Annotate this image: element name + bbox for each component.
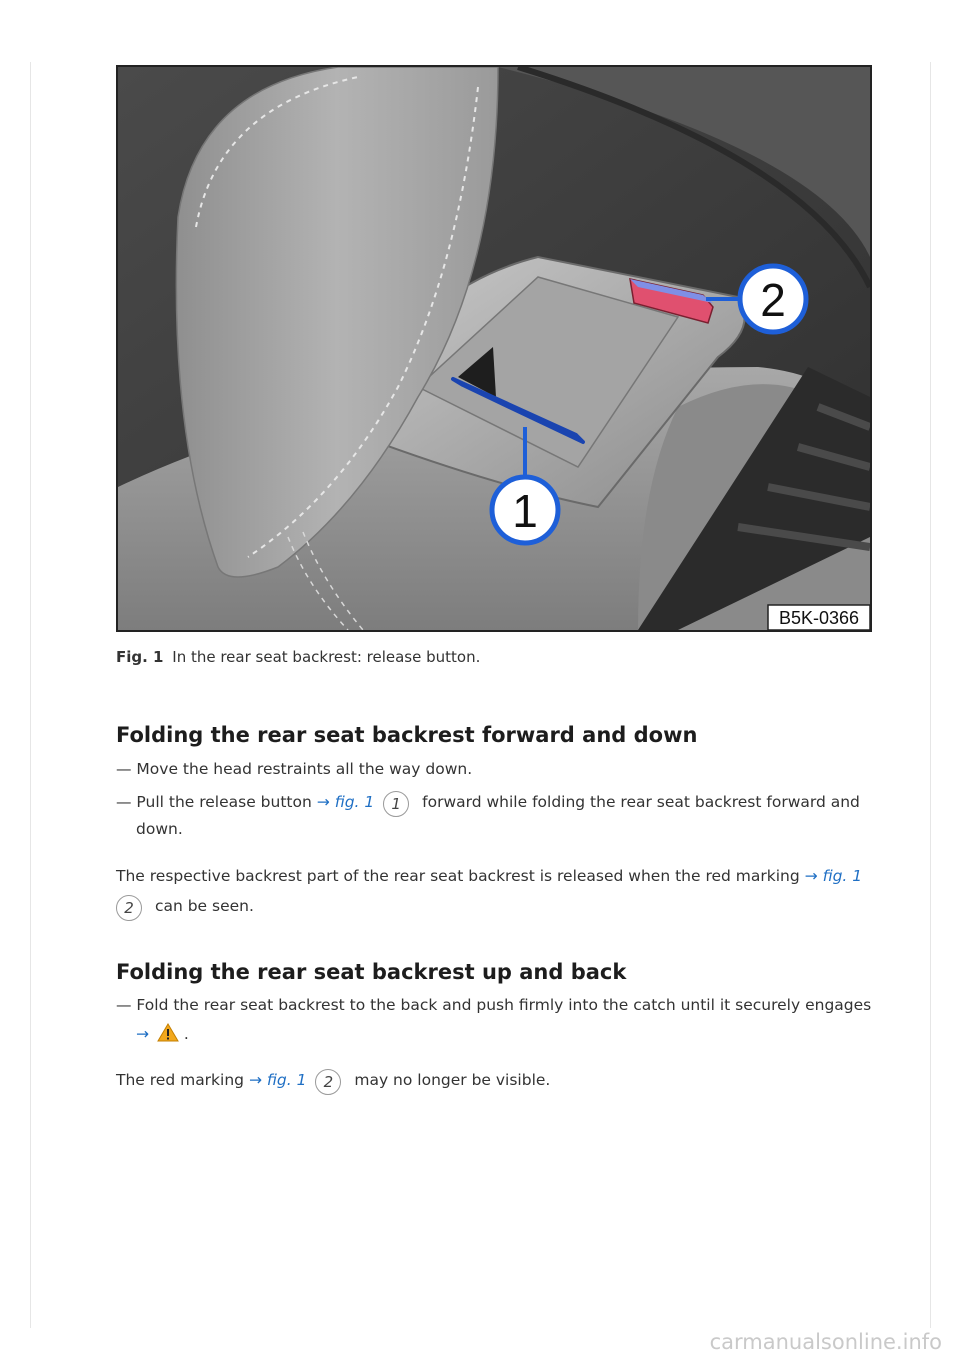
arrow-icon: → xyxy=(136,1025,149,1043)
step-release-button xyxy=(116,791,860,817)
paragraph-released xyxy=(116,867,862,885)
watermark: carmanualsonline.info xyxy=(709,1330,942,1354)
callout-badge: 2 xyxy=(116,895,142,921)
period: . xyxy=(183,1025,189,1043)
figure-illustration xyxy=(118,67,870,630)
para-text-cont: may no longer be visible. xyxy=(354,1071,551,1089)
caption-label: Fig. 1 xyxy=(116,648,164,666)
section-heading-back: Folding the rear seat backrest up and back xyxy=(116,960,627,984)
fig-link[interactable]: fig. 1 xyxy=(334,793,375,811)
fig-link[interactable]: fig. 1 xyxy=(266,1071,307,1089)
step-continuation: down. xyxy=(136,820,183,838)
callout-badge: 2 xyxy=(315,1069,341,1095)
warning-icon[interactable] xyxy=(157,1023,179,1046)
para-text: The respective backrest part of the rear seat backrest is released when the red marking xyxy=(116,867,800,885)
fig-link[interactable]: fig. 1 xyxy=(822,867,863,885)
callout-badge: 1 xyxy=(383,791,409,817)
paragraph-released-cont xyxy=(116,895,254,921)
section-heading-forward: Folding the rear seat backrest forward and down xyxy=(116,723,698,747)
step-text: — Pull the release button xyxy=(116,793,312,811)
arrow-icon: → xyxy=(248,1071,262,1089)
image-code: B5K-0366 xyxy=(778,608,860,628)
paragraph-no-longer-visible xyxy=(116,1069,550,1095)
callout-2-label: 2 xyxy=(760,274,786,326)
step-fold-back: — Fold the rear seat backrest to the back and push firmly into the catch until it securely engages xyxy=(116,996,872,1014)
caption-text: In the rear seat backrest: release button. xyxy=(172,648,481,666)
para-text-cont: can be seen. xyxy=(154,897,254,915)
seat-backrest-figure xyxy=(116,65,872,632)
right-margin-line xyxy=(930,62,931,1328)
step-head-restraints: — Move the head restraints all the way down. xyxy=(116,760,473,778)
arrow-icon: → xyxy=(804,867,818,885)
figure-caption xyxy=(116,648,480,666)
step-fold-back-cont xyxy=(136,1023,189,1046)
callout-1-label: 1 xyxy=(512,485,538,537)
para-text: The red marking xyxy=(116,1071,245,1089)
step-text-cont: forward while folding the rear seat backrest forward and xyxy=(422,793,860,811)
arrow-icon: → xyxy=(316,793,330,811)
left-margin-line xyxy=(30,62,31,1328)
